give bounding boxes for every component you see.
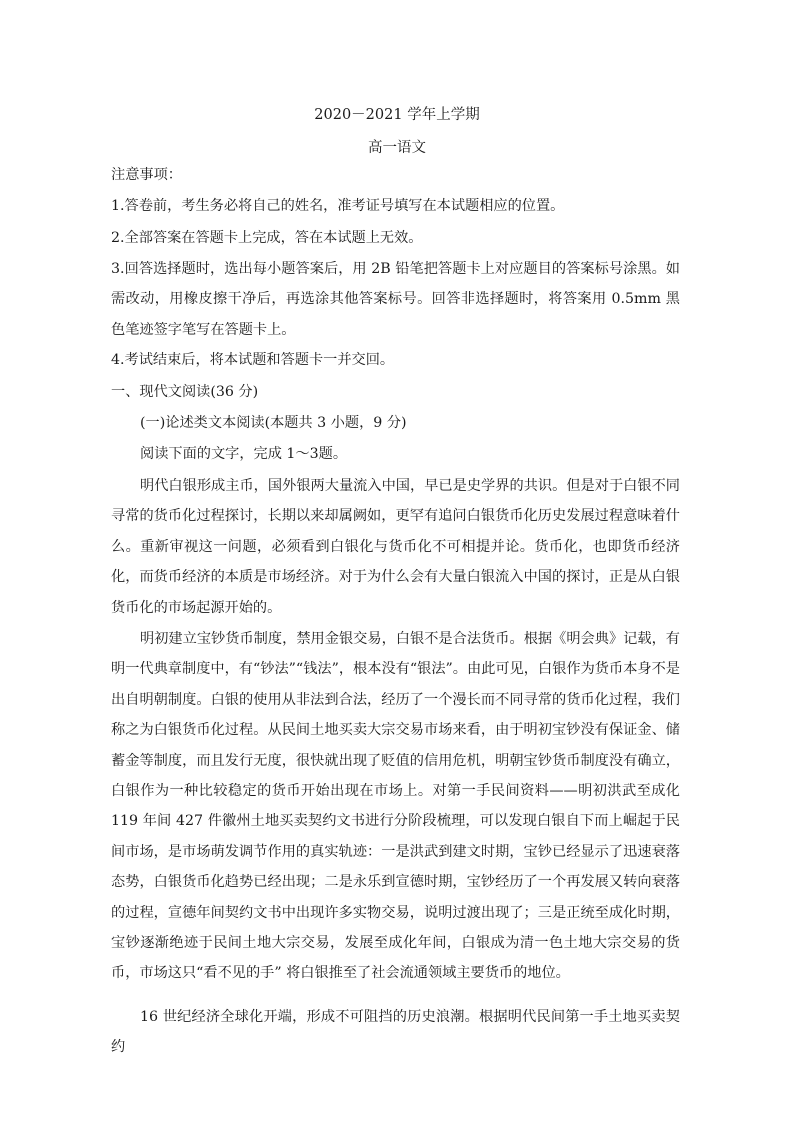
reading-instruction: 阅读下面的文字，完成 1～3题。 [140,446,348,462]
exam-year-term: 2020－2021 学年上学期 [314,107,480,123]
exam-subject-title: 高一语文 [368,140,426,156]
notice-item-1: 1.答卷前，考生务必将自己的姓名，准考证号填写在本试题相应的位置。 [111,198,565,214]
passage-paragraph-1: 明代白银形成主币，国外银两大量流入中国，早已是史学界的共识。但是对于白银不同寻常的货币化过程探讨，长期以来却属阙如，更罕有追问白银货币化历史发展过程意味着什么。重新审视这一问题，必须看到白银化与货币化不可相提并论。货币化，也即货币经济化，而货币经济的本质是市场经济。对于为什么会有大量白银流入中国的探讨，正是从白银货币化的市场起源开始的。 [111,478,680,616]
notice-item-4: 4.考试结束后，将本试题和答题卡一并交回。 [111,352,395,368]
notice-item-3: 3.回答选择题时，选出每小题答案后，用 2B 铅笔把答题卡上对应题目的答案标号涂黑。如需改动，用橡皮擦干净后，再选涂其他答案标号。回答非选择题时，将答案用 0.5mm 黑色笔迹签字笔写在答题卡上。 [111,261,680,338]
section-title: 一、现代文阅读(36 分) [111,384,259,400]
notice-heading: 注意事项： [111,167,182,183]
notice-item-2: 2.全部答案在答题卡上完成，答在本试题上无效。 [111,230,423,246]
subsection-title: (一)论述类文本阅读(本题共 3 小题，9 分) [140,415,407,431]
passage-paragraph-2: 明初建立宝钞货币制度，禁用金银交易，白银不是合法货币。根据《明会典》记载，有明一代典章制度中，有“钞法”“钱法”，根本没有“银法”。由此可见，白银作为货币本身不是出自明朝制度。白银的使用从非法到合法，经历了一个漫长而不同寻常的货币化过程，我们称之为白银货币化过程。从民间土地买卖大宗交易市场来看，由于明初宝钞没有保证金、储蓄金等制度，而且发行无度，很快就出现了贬值的信用危机，明朝宝钞货币制度没有确立，白银作为一种比较稳定的货币开始出现在市场上。对第一手民间资料——明初洪武至成化 119 年间 427 件徽州土地买卖契约文书进行分阶段梳理，可以发现白银自下而上崛起于民间市场，是市场萌发调节作用的真实轨迹：一是洪武到建文时期，宝钞已经显示了迅速衰落态势，白银货币化趋势已经出现；二是永乐到宣德时期，宝钞经历了一个再发展又转向衰落的过程，宣德年间契约文书中出现许多实物交易，说明过渡出现了；三是正统至成化时期，宝钞逐渐绝迹于民间土地大宗交易，发展至成化年间，白银成为清一色土地大宗交易的货币，市场这只“看不见的手” 将白银推至了社会流通领域主要货币的地位。 [111,631,680,982]
passage-paragraph-3: 16 世纪经济全球化开端，形成不可阻挡的历史浪潮。根据明代民间第一手土地买卖契约 [111,1009,680,1056]
